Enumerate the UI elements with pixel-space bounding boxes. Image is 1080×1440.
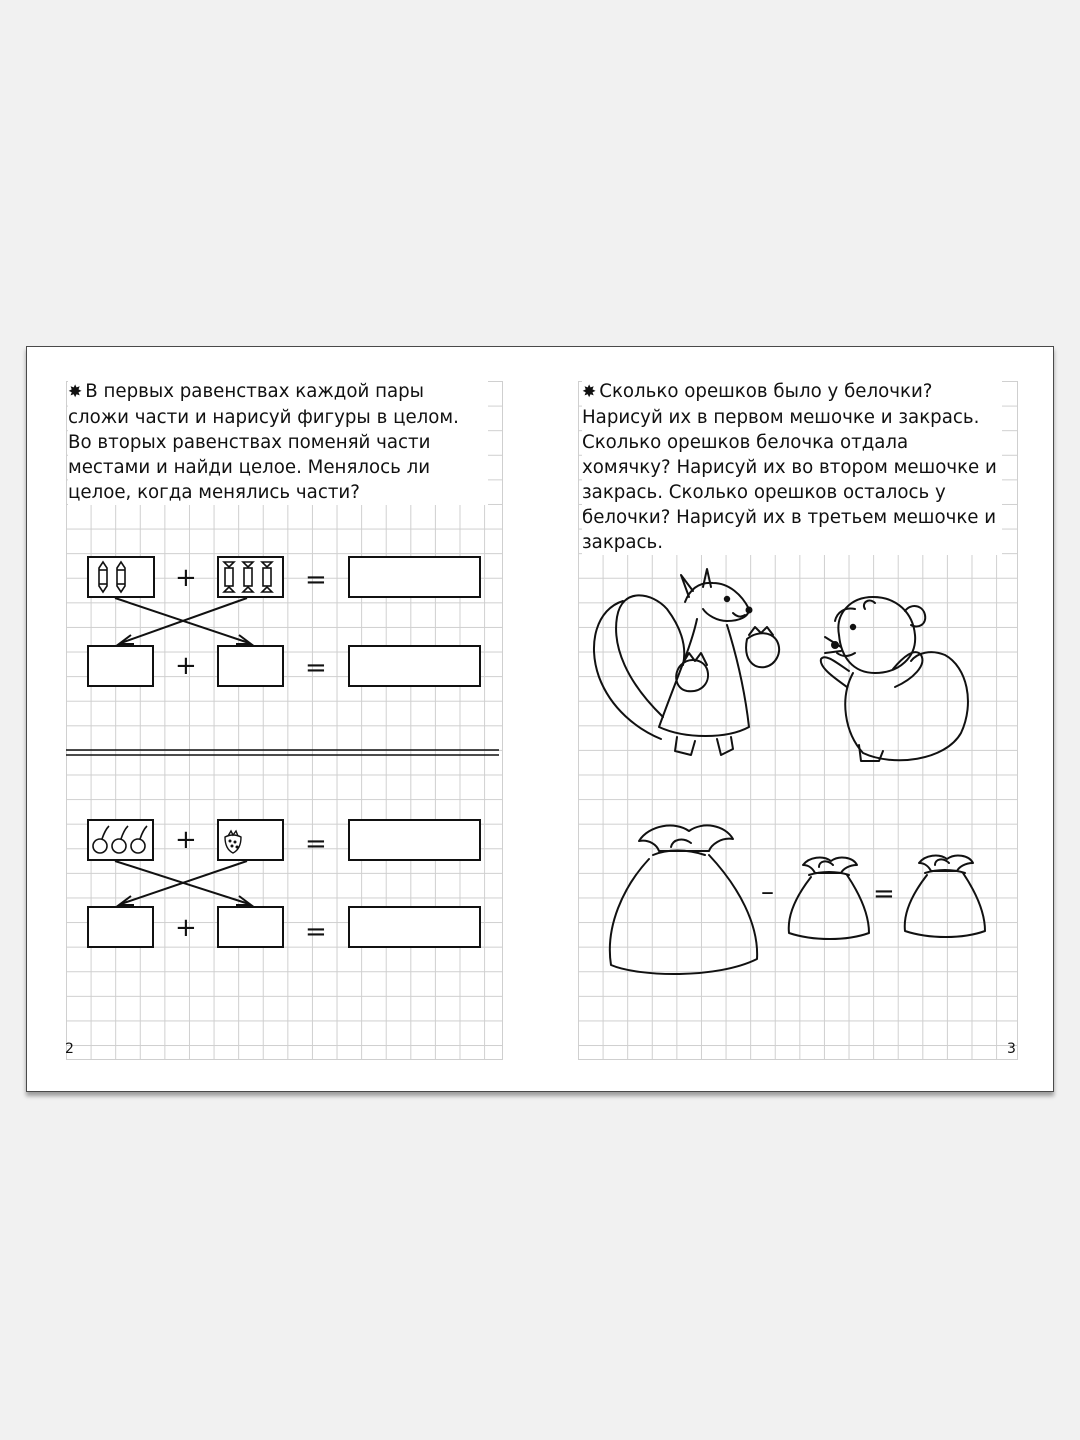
plus-sign: + [175, 563, 197, 593]
plus-sign: + [175, 913, 197, 943]
equals-sign: = [305, 829, 327, 859]
sack-small-icon [789, 858, 869, 939]
book-spread [26, 346, 1054, 1092]
sack-large-icon [610, 825, 757, 974]
page-number-right: 3 [1007, 1041, 1016, 1057]
plus-sign: + [175, 825, 197, 855]
right-task-body: Сколько орешков было у белочки? Нарисуй их в первом мешочке и закрась. Сколько орешков белочка отдала хомячку? Нарисуй их во втором мешочке и закрась. Сколько орешков осталось у белочки? Нарисуй их в третьем мешочке и закрась. [582, 381, 997, 553]
equals-sign: = [305, 653, 327, 683]
swap-arrows [115, 598, 251, 644]
sack-small-icon [905, 856, 985, 937]
equals-sign: = [305, 565, 327, 595]
swap-arrows [115, 861, 251, 905]
equals-sign: = [305, 917, 327, 947]
line-illustrations [27, 347, 1055, 1093]
squirrel-illustration [594, 569, 779, 755]
page-number-left: 2 [65, 1041, 74, 1057]
minus-sign: – [761, 877, 774, 907]
star-icon: ✸ [68, 382, 83, 402]
section-divider [66, 750, 499, 755]
plus-sign: + [175, 651, 197, 681]
star-icon: ✸ [582, 382, 597, 402]
equals-sign: = [873, 879, 895, 909]
hamster-illustration [821, 597, 968, 761]
left-task-body: В первых равенствах каждой пары сложи части и нарисуй фигуры в целом. Во вторых равенствах поменяй части местами и найди целое. Менялось ли целое, когда менялись части? [68, 381, 459, 503]
